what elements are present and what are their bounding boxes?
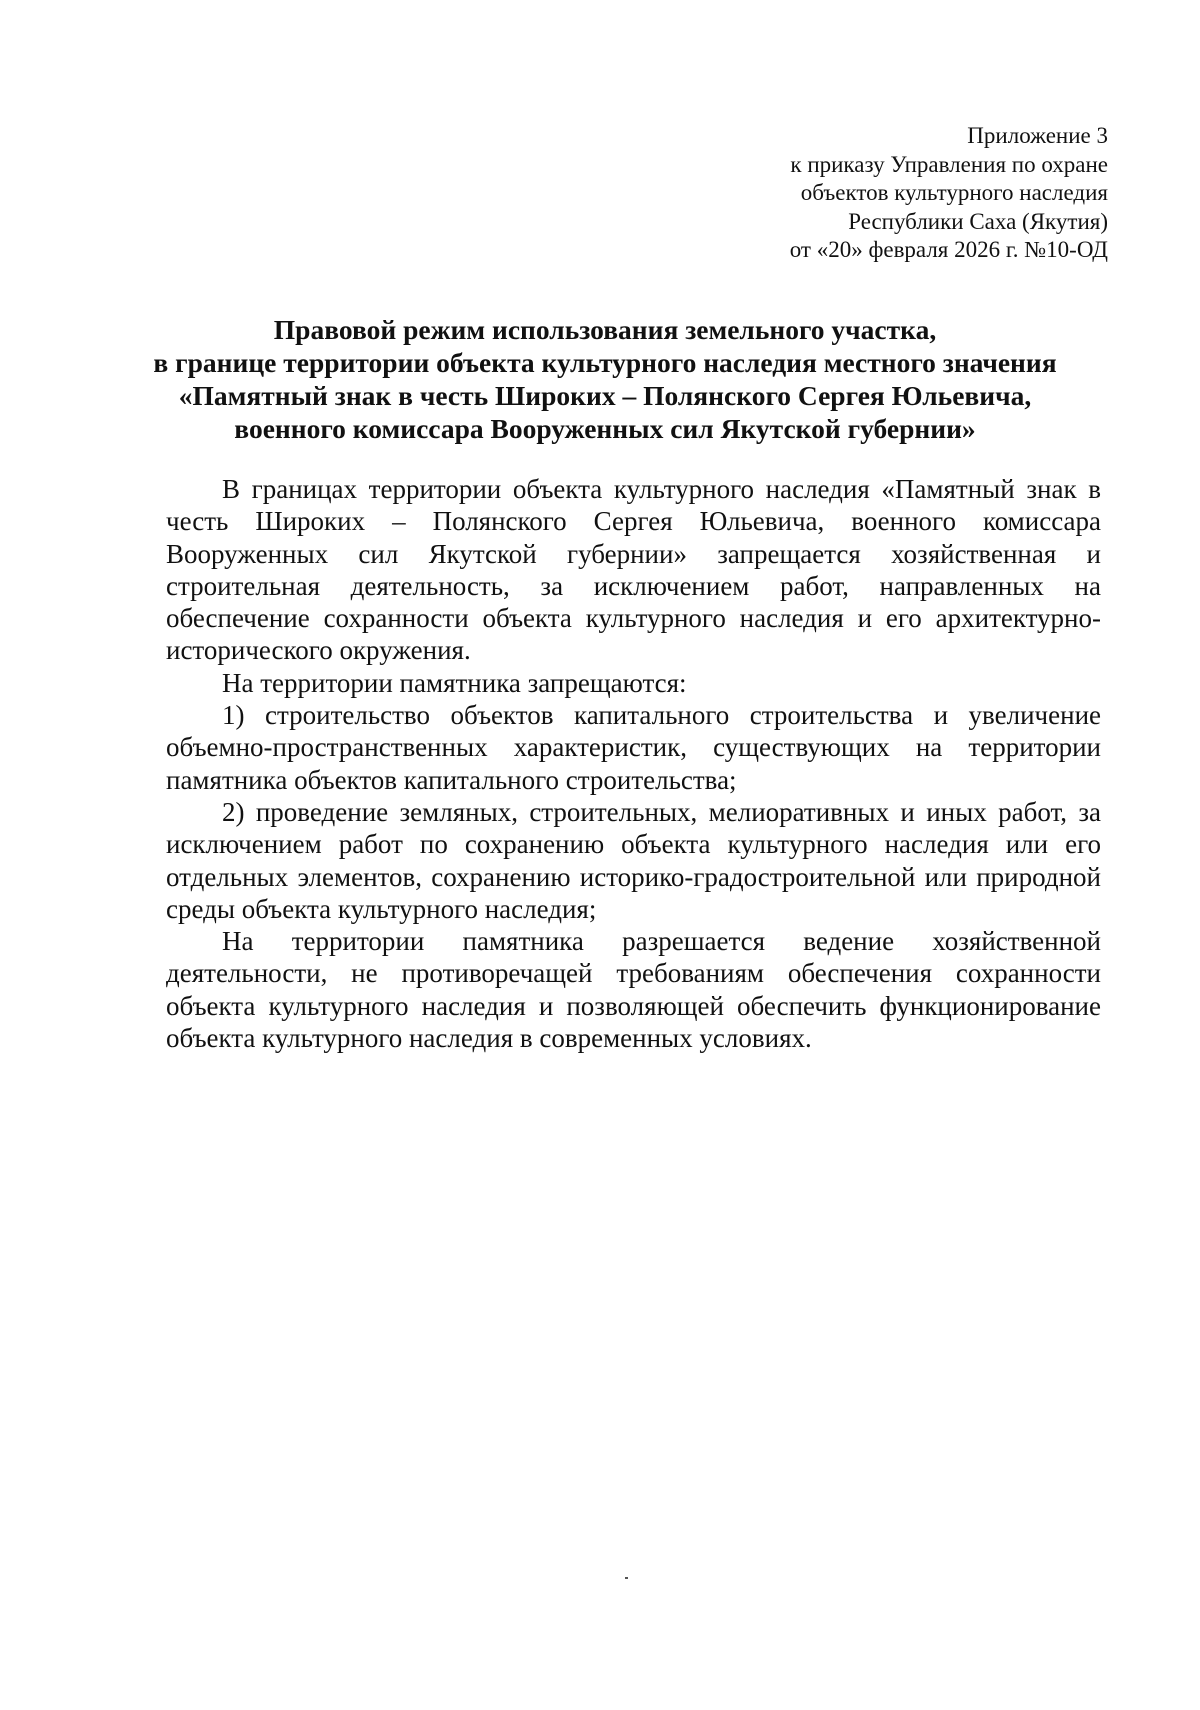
title-line: в границе территории объекта культурного наследия местного значения [153, 347, 1057, 378]
body-paragraph: В границах территории объекта культурного наследия «Памятный знак в честь Широких – Полянского Сергея Юльевича, военного комиссара Вооруженных сил Якутской губернии» запрещается хозяйственная и строительная деятельность, за исключением работ, направленных на обеспечение сохранности объекта культурного наследия и его архитектурно-исторического окружения. [166, 474, 1101, 666]
appendix-line: Республики Саха (Якутия) [848, 208, 1108, 234]
title-line: «Памятный знак в честь Широких – Полянского Сергея Юльевича, [178, 380, 1032, 411]
body-paragraph: 1) строительство объектов капитального строительства и увеличение объемно-пространственных характеристик, существующих на территории памятника объектов капитального строительства; [166, 700, 1101, 795]
title-line: военного комиссара Вооруженных сил Якутской губернии» [234, 413, 976, 444]
scan-speck [625, 1577, 628, 1579]
appendix-line: объектов культурного наследия [800, 180, 1108, 205]
document-body [166, 473, 1101, 1054]
body-paragraph: На территории памятника запрещаются: [222, 667, 687, 698]
body-paragraph: На территории памятника разрешается ведение хозяйственной деятельности, не противоречащей требованиям обеспечения сохранности объекта культурного наследия и позволяющей обеспечить функционирование объекта культурного наследия в современных условиях. [166, 926, 1101, 1054]
appendix-line: Приложение 3 [967, 123, 1108, 148]
appendix-header [790, 122, 1108, 265]
body-paragraph: 2) проведение земляных, строительных, мелиоративных и иных работ, за исключением работ по сохранению объекта культурного наследия или его отдельных элементов, сохранению историко-градостроительной или природной среды объекта культурного наследия; [166, 796, 1101, 924]
document-title [150, 313, 1060, 445]
appendix-line: к приказу Управления по охране [790, 151, 1108, 177]
title-line: Правовой режим использования земельного участка, [273, 314, 937, 345]
appendix-line: от «20» февраля 2026 г. №10-ОД [789, 237, 1108, 262]
